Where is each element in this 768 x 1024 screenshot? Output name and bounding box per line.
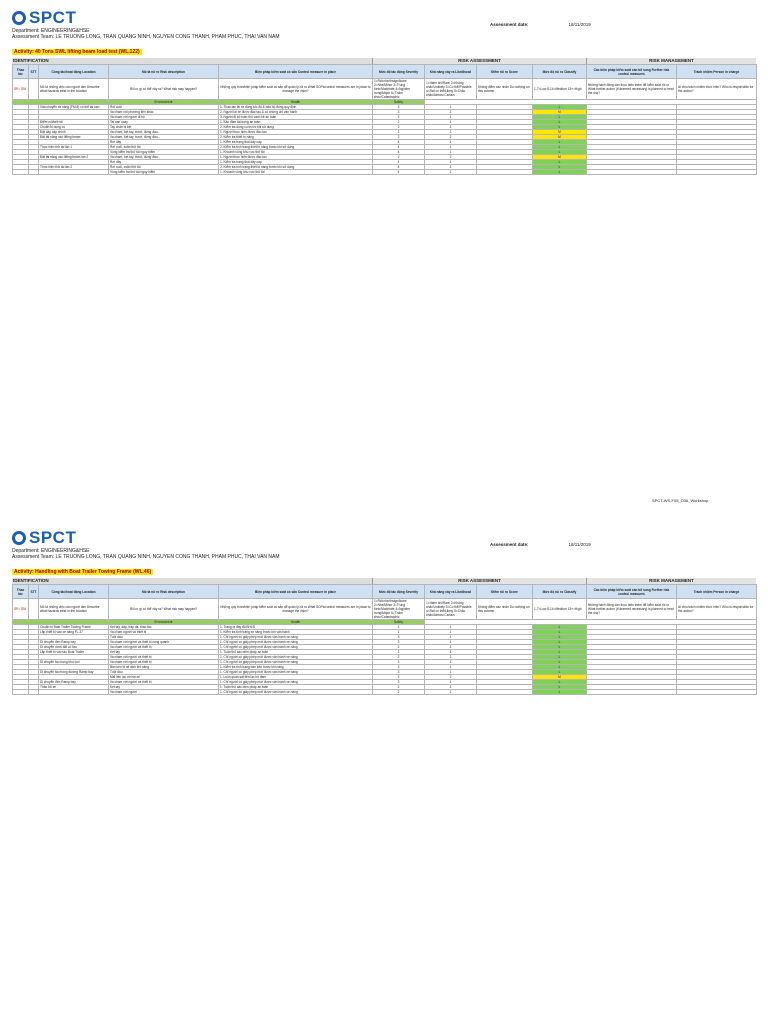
cell-control: 1. Bảo đảm tải trọng an toàn: [219, 120, 373, 125]
cell-rank: M: [533, 135, 587, 140]
cell-control: 1. Tuân thủ các biện pháp an toàn: [219, 685, 373, 690]
risk-table-2: [12, 584, 757, 695]
cell-location: Lắp thiết bị vào xe nâng FL.37: [39, 630, 109, 635]
cell-risk: Rơi dây: [109, 140, 219, 145]
cell-sev: 1: [373, 625, 425, 630]
cell-sev: 2: [373, 135, 425, 140]
cell-rank: L: [533, 170, 587, 175]
cell-location: Di chuyển tàu trong khu vực: [39, 660, 109, 665]
cell-rank: L: [533, 165, 587, 170]
cell-rank: L: [533, 625, 587, 630]
cell-sev: 2: [373, 645, 425, 650]
cell-sev: 3: [373, 115, 425, 120]
cell-rank: L: [533, 140, 587, 145]
header-row: Thao tác STT Công tác/hoạt động Location Mô tả rủi ro Risk description Biện pháp kiểm soát có sẵn Control measure in place Mức độ tác động Severity Khả năng xảy ra Likelihood Điểm rủi ro Score Mức độ rủi ro Classify Các biện pháp kiểm soát cần bổ sung Further risk control measures Trách nhiệm Person in charge: [13, 585, 757, 599]
cell-location: [39, 170, 109, 175]
cell-risk: Va chạm, kẹt tay, trượt, đứng đầu...: [109, 130, 219, 135]
cell-control: 2. Người lái xe được đào tạo & có chứng chỉ vận hành: [219, 110, 373, 115]
cell-rank: M: [533, 155, 587, 160]
cell-sev: 2: [373, 650, 425, 655]
cell-control: 1. Kiểm tra tình trạng xe nâng trước khi vận hành: [219, 630, 373, 635]
cell-sev: 4: [373, 150, 425, 155]
cell-location: Đặt dây cáp chính: [39, 130, 109, 135]
cell-rank: L: [533, 640, 587, 645]
cell-location: Tháo bỏ xe: [39, 685, 109, 690]
cell-location: Đặt tải nặng vào lifting beam: [39, 135, 109, 140]
assessment-date: Assessment date: 18/11/2019: [490, 22, 591, 27]
cell-location: Vận chuyển xe nâng (FM.8) có thể tai nạn: [39, 105, 109, 110]
cell-control: 1. Thao tác lái xe đúng tốc độ & bảo hộ đúng quy định: [219, 105, 373, 110]
spct-logo-icon: [12, 11, 26, 25]
cell-risk: Rơi cuối, xoắn thử tải: [109, 165, 219, 170]
cell-control: 1. Chỉ người có giấy phép mới được vận hành xe nâng: [219, 655, 373, 660]
cell-control: 1. Chỉ người có giấy phép mới được vận hành xe nâng: [219, 645, 373, 650]
cell-rank: M: [533, 130, 587, 135]
cell-location: Chuẩn bị dụng cụ: [39, 125, 109, 130]
assessment-page-1: [12, 8, 756, 175]
cell-rank: L: [533, 150, 587, 155]
cell-lik: 2: [425, 135, 477, 140]
cell-lik: 1: [425, 150, 477, 155]
cell-sev: 3: [373, 670, 425, 675]
section-band: [12, 578, 756, 584]
risk-management-header: RISK MANAGEMENT: [586, 578, 756, 584]
assessment-page-2: [12, 528, 756, 695]
document-code: SPCT-WS-F05_O36_Workshop: [652, 498, 709, 503]
cell-risk: Va chạm người và thiết bị: [109, 630, 219, 635]
cell-sev: 4: [373, 170, 425, 175]
cell-lik: 1: [425, 120, 477, 125]
cell-sev: 3: [373, 105, 425, 110]
cell-lik: 2: [425, 155, 477, 160]
cell-risk: Mất liên lạc với tài xế: [109, 675, 219, 680]
cell-location: Đặt tải nặng vào lifting beam lần 2: [39, 155, 109, 160]
cell-risk: Tuột dầu: [109, 635, 219, 640]
cell-rank: L: [533, 105, 587, 110]
cell-risk: Vùng kiểm tra thử tải nguy hiểm: [109, 150, 219, 155]
cell-location: Di chuyển dưới đất có tàu: [39, 645, 109, 650]
cell-location: Thực hiện thử tải lần 2: [39, 165, 109, 170]
subheader-row: SR / SM Mô tả những việc cần người làm Describe what hazards exist in the location Rủi ro gì có thể xảy ra? What risk may happen? Những quy trình/biện pháp kiểm soát có sẵn để quản lý rủi ro What SOPs/control measures are in place to manage the risks? 1=Rất nhẹ/Insignificant 2=Nhẹ/Minor 3=Trung bình/Moderate 4=Nghiêm trọng/Major 5=Thảm khốc/Catastrophic 1=Hiếm khi/Rare 2=Không chắc/Unlikely 3=Có thể/Possible 4=Rất có thể/Likely 5=Chắc chắn/Almost Certain Không điểm xác nhận Do nothing on this column 1-7=Low 8-14=Medium 15+=High Những hành động cần thực hiện thêm để kiểm soát rủi ro What further action (if deemed necessary) is planned to treat the risk? Ai chịu trách nhiệm thực hiện? Who is responsible for the action?: [13, 599, 757, 620]
cell-rank: L: [533, 660, 587, 665]
cell-sev: 4: [373, 160, 425, 165]
cell-sev: 2: [373, 155, 425, 160]
risk-management-header: RISK MANAGEMENT: [586, 58, 756, 64]
cell-risk: Vùng kiểm tra thử tải nguy hiểm: [109, 170, 219, 175]
cell-lik: 1: [425, 660, 477, 665]
cell-risk: Rơi dây: [109, 160, 219, 165]
cell-control: 1. Khoanh vùng khu vực thử tải: [219, 150, 373, 155]
cell-risk: Rơi cuối, xoắn thử tải: [109, 145, 219, 150]
cell-sev: 4: [373, 145, 425, 150]
cell-lik: 1: [425, 680, 477, 685]
activity-title: Activity: 40 Tons SWL lifting beam load test (WL.122): [14, 49, 140, 55]
cell-lik: 1: [425, 670, 477, 675]
cell-control: 1. Tuân thủ các biện pháp an toàn: [219, 650, 373, 655]
cell-control: 1. Chỉ người có giấy phép mới được vận hành xe nâng: [219, 660, 373, 665]
company-logo: SPCT: [12, 528, 756, 548]
cell-lik: 1: [425, 650, 477, 655]
cell-risk: Va chạm với người và thiết bị: [109, 660, 219, 665]
cell-sev: 3: [373, 675, 425, 680]
cell-risk: Kẹt tay: [109, 685, 219, 690]
cell-sev: 3: [373, 635, 425, 640]
assessment-date: Assessment date: 18/11/2019: [490, 542, 591, 547]
cell-control: 1. Kiểm tra tình trạng bàn kéo trước khi nâng: [219, 665, 373, 670]
cell-sev: 2: [373, 130, 425, 135]
cell-sev: 2: [373, 125, 425, 130]
cell-location: Thực hiện thử tải lần 1: [39, 145, 109, 150]
cell-risk: Va chạm, kẹt tay, trượt, đứng đầu...: [109, 135, 219, 140]
cell-risk: Va chạm với người và thiết bị: [109, 645, 219, 650]
cell-rank: L: [533, 690, 587, 695]
department: Department: ENGINEERING&HSE: [12, 548, 90, 554]
cell-rank: L: [533, 115, 587, 120]
cell-risk: Kẹt tay: [109, 650, 219, 655]
cell-risk: Va chạm với người: [109, 690, 219, 695]
cell-risk: Va chạm với người đi bộ: [109, 115, 219, 120]
cell-rank: L: [533, 655, 587, 660]
cell-sev: 1: [373, 630, 425, 635]
cell-lik: 1: [425, 640, 477, 645]
cell-rank: L: [533, 685, 587, 690]
cell-lik: 1: [425, 105, 477, 110]
cell-risk: Tai nạn xoay: [109, 120, 219, 125]
cell-rank: M: [533, 110, 587, 115]
cell-sev: 2: [373, 690, 425, 695]
cell-control: 1. Người thực hiện được đào tạo: [219, 155, 373, 160]
cell-location: Di chuyển đến Ramp bay: [39, 640, 109, 645]
cell-sev: 4: [373, 165, 425, 170]
cell-risk: Tay chân bị kẹt: [109, 125, 219, 130]
cell-rank: L: [533, 680, 587, 685]
cell-control: 1. Người thực hiện được đào tạo: [219, 130, 373, 135]
cell-risk: Va chạm với người và thiết bị: [109, 680, 219, 685]
department: Department: ENGINEERING&HSE: [12, 28, 90, 34]
assessment-team: Assessment Team: LE TRUONG LONG, TRAN QUANG NINH, NGUYEN CONG THANH, PHAM PHUC, THAI VAN NAM: [12, 34, 280, 40]
cell-lik: 1: [425, 170, 477, 175]
identification-header: IDENTIFICATION: [12, 58, 372, 64]
category-row: Environment Health Safety: [13, 620, 757, 625]
cell-lik: 1: [425, 165, 477, 170]
company-logo: SPCT: [12, 8, 756, 28]
risk-assessment-header: RISK ASSESSMENT: [372, 578, 586, 584]
cell-rank: L: [533, 145, 587, 150]
cell-control: 2. Kiểm tra thiết bị nâng: [219, 135, 373, 140]
cell-sev: 2: [373, 685, 425, 690]
cell-lik: 1: [425, 685, 477, 690]
cell-sev: 3: [373, 640, 425, 645]
cell-location: Di chuyển đến Ramp bay: [39, 680, 109, 685]
cell-control: 1. Chỉ người có giấy phép mới được vận hành xe nâng: [219, 690, 373, 695]
cell-sev: 3: [373, 660, 425, 665]
table-row: [13, 690, 757, 695]
cell-sev: 1: [373, 120, 425, 125]
cell-control: 1. Khoanh vùng khu vực thử tải: [219, 170, 373, 175]
activity-title: Activity: Handling with Boat Trailer Towing Frame (WL.46): [14, 569, 152, 575]
cell-location: Điểm nối/kết nối: [39, 120, 109, 125]
cell-lik: 1: [425, 145, 477, 150]
cell-control: 1. Kiểm tra trạng thái dây cáp: [219, 160, 373, 165]
table-row: [13, 170, 757, 175]
cell-lik: 1: [425, 115, 477, 120]
cell-risk: Va chạm, kẹt tay, trượt, đứng đầu...: [109, 155, 219, 160]
risk-table-1: [12, 64, 757, 175]
cell-control: 1. Chỉ người có giấy phép mới được vận hành xe nâng: [219, 640, 373, 645]
cell-control: 2. Kiểm tra tình trạng thiết bị nâng trước khi sử dụng: [219, 165, 373, 170]
identification-header: IDENTIFICATION: [12, 578, 372, 584]
cell-location: Chuẩn bị Boat Trailer Towing Frame: [39, 625, 109, 630]
cell-rank: L: [533, 665, 587, 670]
cell-location: Di chuyển tàu trong đường Ramp bay: [39, 670, 109, 675]
cell-control: 1. Chỉ người có giấy phép mới được vận hành xe nâng: [219, 635, 373, 640]
cell-risk: Bàn kéo bị xê dịch khi nâng: [109, 665, 219, 670]
spct-logo-icon: [12, 531, 26, 545]
cell-control: 2. Kiểm tra tình trạng thiết bị nâng trước khi sử dụng: [219, 145, 373, 150]
cell-lik: 1: [425, 665, 477, 670]
cell-control: 1. Kiểm tra trạng thái dây cáp: [219, 140, 373, 145]
cell-rank: L: [533, 670, 587, 675]
cell-control: 1. Luôn quan sát liên lạc bộ đàm: [219, 675, 373, 680]
risk-rows-1: [13, 105, 757, 175]
cell-risk: Va chạm với phương tiện khác: [109, 110, 219, 115]
cell-lik: 1: [425, 645, 477, 650]
cell-lik: 1: [425, 625, 477, 630]
cell-rank: L: [533, 160, 587, 165]
cell-lik: 1: [425, 655, 477, 660]
cell-risk: Rơi cuối: [109, 105, 219, 110]
cell-lik: 1: [425, 125, 477, 130]
cell-risk: Va chạm với người và thiết bị xung quanh: [109, 640, 219, 645]
cell-rank: L: [533, 630, 587, 635]
cell-rank: M: [533, 675, 587, 680]
cell-lik: 2: [425, 130, 477, 135]
cell-control: 3. Người đi bộ tuân thủ vạch kẻ an toàn: [219, 115, 373, 120]
cell-sev: 3: [373, 110, 425, 115]
cell-rank: L: [533, 645, 587, 650]
cell-lik: 2: [425, 675, 477, 680]
cell-lik: 1: [425, 140, 477, 145]
category-row: Environment Health Safety: [13, 100, 757, 105]
cell-rank: L: [533, 125, 587, 130]
cell-sev: 3: [373, 665, 425, 670]
cell-control: 1. Chỉ người có giấy phép mới được vận hành xe nâng: [219, 680, 373, 685]
cell-sev: 4: [373, 140, 425, 145]
cell-control: 2. Kiểm tra dụng cụ trước khi sử dụng: [219, 125, 373, 130]
cell-lik: 1: [425, 630, 477, 635]
cell-risk: Va chạm với người và thiết bị: [109, 655, 219, 660]
header-row: Thao tác STT Công tác/hoạt động Location Mô tả rủi ro Risk description Biện pháp kiểm soát có sẵn Control measure in place Mức độ tác động Severity Khả năng xảy ra Likelihood Điểm rủi ro Score Mức độ rủi ro Classify Các biện pháp kiểm soát cần bổ sung Further risk control measures Trách nhiệm Person in charge: [13, 65, 757, 79]
cell-location: Lắp thiết bị vào tàu Boat Trailer: [39, 650, 109, 655]
cell-lik: 1: [425, 690, 477, 695]
risk-assessment-header: RISK ASSESSMENT: [372, 58, 586, 64]
assessment-team: Assessment Team: LE TRUONG LONG, TRAN QUANG NINH, NGUYEN CONG THANH, PHAM PHUC, THAI VAN NAM: [12, 554, 280, 560]
cell-lik: 1: [425, 635, 477, 640]
cell-sev: 2: [373, 655, 425, 660]
section-band: [12, 58, 756, 64]
cell-rank: L: [533, 120, 587, 125]
cell-rank: L: [533, 650, 587, 655]
cell-lik: 2: [425, 110, 477, 115]
cell-location: [39, 690, 109, 695]
cell-control: 1. Trang bị đầy đủ BHLĐ: [219, 625, 373, 630]
cell-risk: Tuột dầu: [109, 670, 219, 675]
subheader-row: SR / SM Mô tả những việc cần người làm Describe what hazards exist in the location Rủi ro gì có thể xảy ra? What risk may happen? Những quy trình/biện pháp kiểm soát có sẵn để quản lý rủi ro What SOPs/control measures are in place to manage the risks? 1=Rất nhẹ/Insignificant 2=Nhẹ/Minor 3=Trung bình/Moderate 4=Nghiêm trọng/Major 5=Thảm khốc/Catastrophic 1=Hiếm khi/Rare 2=Không chắc/Unlikely 3=Có thể/Possible 4=Rất có thể/Likely 5=Chắc chắn/Almost Certain Không điểm xác nhận Do nothing on this column 1-7=Low 8-14=Medium 15+=High Những hành động cần thực hiện thêm để kiểm soát rủi ro What further action (if deemed necessary) is planned to treat the risk? Ai chịu trách nhiệm thực hiện? Who is responsible for the action?: [13, 79, 757, 100]
cell-sev: 3: [373, 680, 425, 685]
cell-risk: Kẹt tay, dập, trầy da, thao tác: [109, 625, 219, 630]
risk-rows-2: [13, 625, 757, 695]
cell-rank: L: [533, 635, 587, 640]
cell-lik: 1: [425, 160, 477, 165]
cell-control: 1. Chỉ người có giấy phép mới được vận hành xe nâng: [219, 670, 373, 675]
